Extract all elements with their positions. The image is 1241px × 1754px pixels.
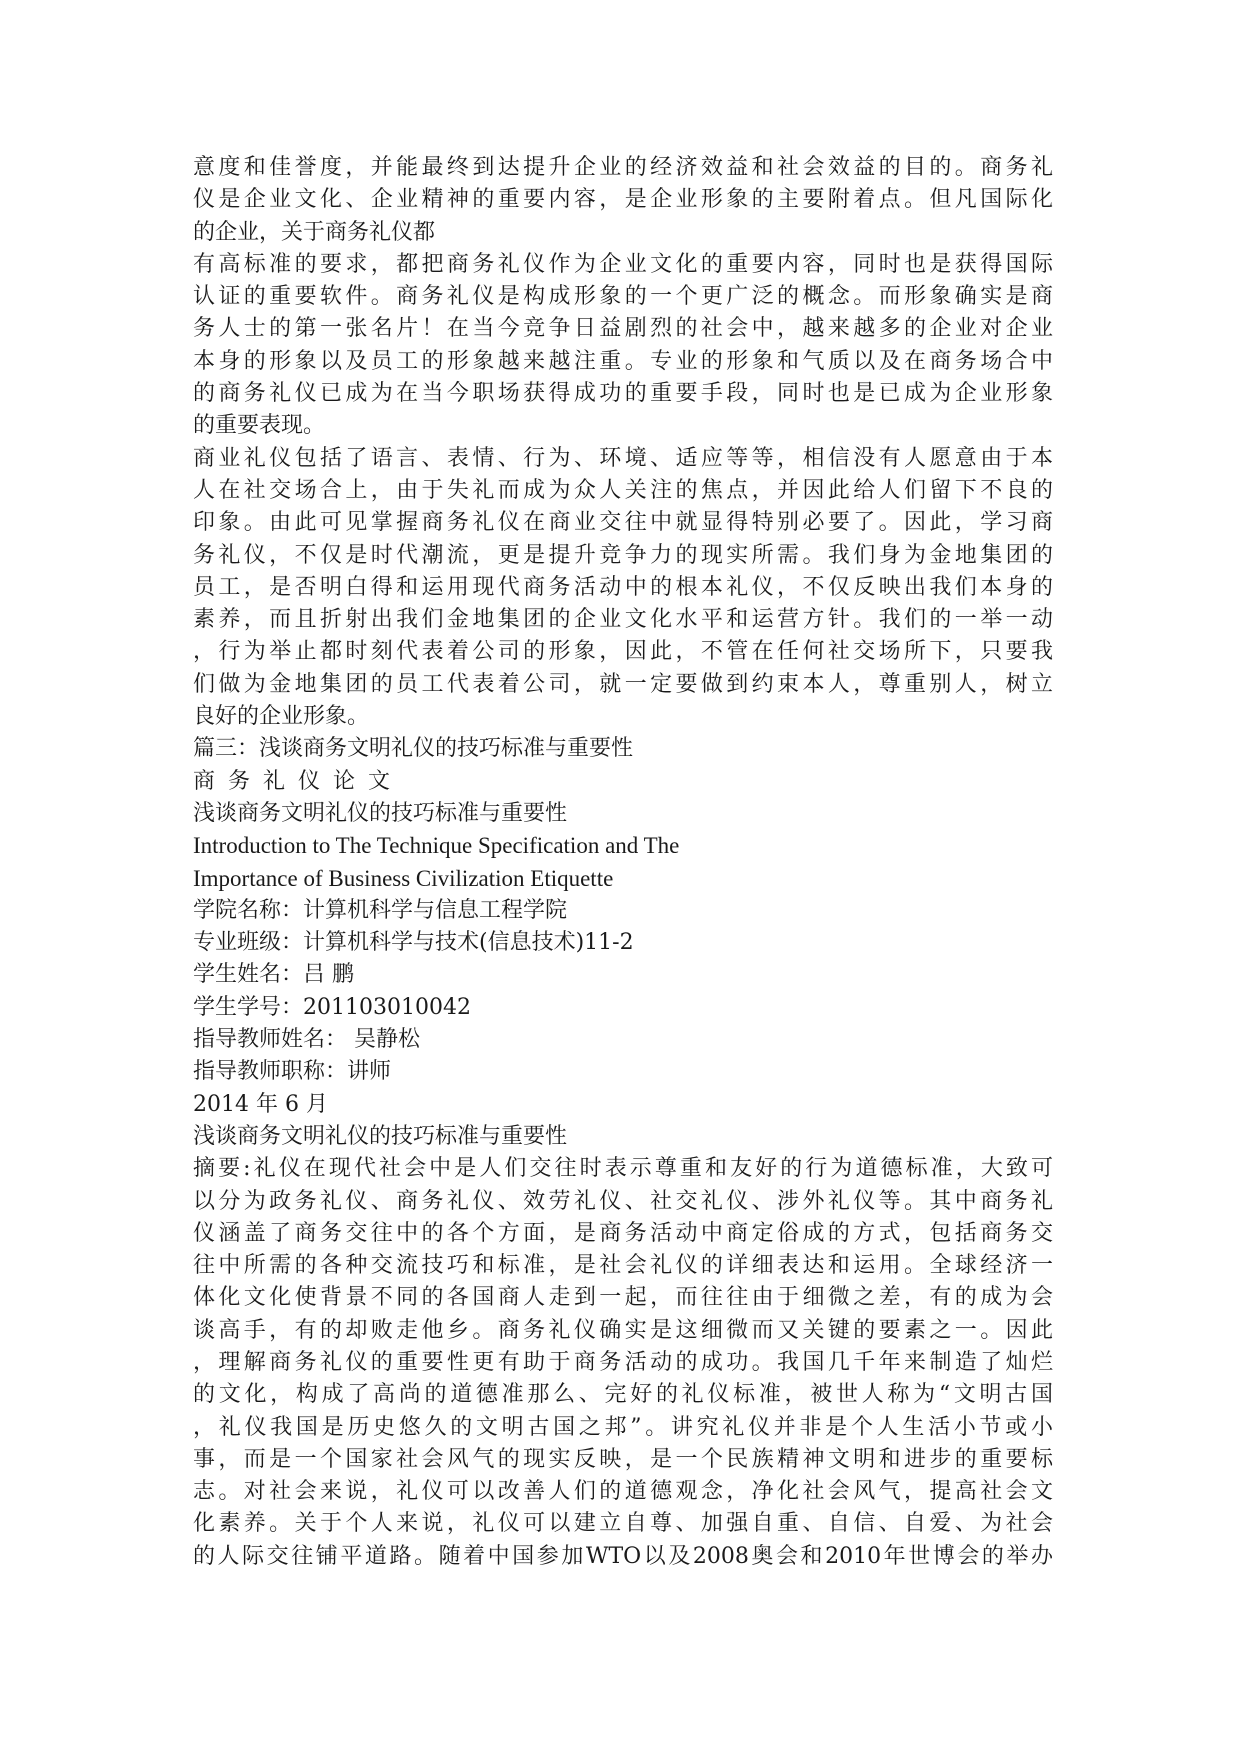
text-line: 意度和佳誉度，并能最终到达提升企业的经济效益和社会效益的目的。商务礼 [193,155,1053,180]
text-line: 务人士的第一张名片！在当今竞争日益剧烈的社会中，越来越多的企业对企业 [193,316,1053,342]
text-line: 2014 年 6 月 [193,1091,328,1117]
text-line: 的商务礼仪已成为在当今职场获得成功的重要手段，同时也是已成为企业形象 [193,381,1053,407]
text-line: 以分为政务礼仪、商务礼仪、效劳礼仪、社交礼仪、涉外礼仪等。其中商务礼 [193,1188,1053,1214]
text-line: 们做为金地集团的员工代表着公司，就一定要做到约束本人，尊重别人，树立 [193,671,1053,697]
text-line: 化素养。关于个人来说，礼仪可以建立自尊、加强自重、自信、自爱、为社会 [193,1511,1053,1537]
text-line: ，理解商务礼仪的重要性更有助于商务活动的成功。我国几千年来制造了灿烂 [193,1349,1053,1375]
text-line: 的企业，关于商务礼仪都 [193,219,436,245]
text-line: 谈高手，有的却败走他乡。商务礼仪确实是这细微而又关键的要素之一。因此 [193,1317,1053,1343]
text-line: 印象。由此可见掌握商务礼仪在商业交往中就显得特别必要了。因此，学习商 [193,510,1053,536]
text-line: 学院名称：计算机科学与信息工程学院 [193,897,568,923]
text-line: 有高标准的要求，都把商务礼仪作为企业文化的重要内容，同时也是获得国际 [193,251,1053,277]
text-line: Introduction to The Technique Specification and The [193,833,680,859]
text-line: 员工，是否明白得和运用现代商务活动中的根本礼仪，不仅反映出我们本身的 [193,574,1053,600]
text-line: 的重要表现。 [193,413,326,439]
text-line: Importance of Business Civilization Etiquette [193,865,614,891]
text-line: 仪是企业文化、企业精神的重要内容，是企业形象的主要附着点。但凡国际化 [193,187,1053,213]
text-line: 事，而是一个国家社会风气的现实反映，是一个民族精神文明和进步的重要标 [193,1446,1053,1472]
text-line: 商务礼仪论文 [193,768,404,794]
text-line: 商业礼仪包括了语言、表情、行为、环境、适应等等，相信没有人愿意由于本 [193,445,1053,471]
text-line: ，礼仪我国是历史悠久的文明古国之邦”。讲究礼仪并非是个人生活小节或小 [193,1414,1053,1440]
text-line: 学生姓名：吕 鹏 [193,962,354,988]
text-line: 浅谈商务文明礼仪的技巧标准与重要性 [193,1123,568,1149]
text-line: 专业班级：计算机科学与技术(信息技术)11-2 [193,930,634,956]
text-line: 的人际交往铺平道路。随着中国参加WTO以及2008奥会和2010年世博会的举办 [193,1543,1053,1569]
text-line: 仪涵盖了商务交往中的各个方面，是商务活动中商定俗成的方式，包括商务交 [193,1220,1053,1246]
text-line: 篇三：浅谈商务文明礼仪的技巧标准与重要性 [193,736,634,762]
text-line: 摘要:礼仪在现代社会中是人们交往时表示尊重和友好的行为道德标准，大致可 [193,1156,1053,1182]
text-line: 体化文化使背景不同的各国商人走到一起，而往往由于细微之差，有的成为会 [193,1285,1053,1311]
text-line: 本身的形象以及员工的形象越来越注重。专业的形象和气质以及在商务场合中 [193,348,1053,374]
text-line: 学生学号：201103010042 [193,994,471,1020]
text-line: 志。对社会来说，礼仪可以改善人们的道德观念，净化社会风气，提高社会文 [193,1479,1053,1505]
text-line: 良好的企业形象。 [193,704,370,730]
text-line: 人在社交场合上，由于失礼而成为众人关注的焦点，并因此给人们留下不良的 [193,477,1053,503]
document-body [193,152,1053,1573]
text-line: 往中所需的各种交流技巧和标准，是社会礼仪的详细表达和运用。全球经济一 [193,1253,1053,1279]
text-line: 认证的重要软件。商务礼仪是构成形象的一个更广泛的概念。而形象确实是商 [193,284,1053,310]
text-line: 浅谈商务文明礼仪的技巧标准与重要性 [193,800,568,826]
text-line: 的文化，构成了高尚的道德准那么、完好的礼仪标准，被世人称为“文明古国 [193,1382,1053,1408]
text-line: ，行为举止都时刻代表着公司的形象，因此，不管在任何社交场所下，只要我 [193,639,1053,665]
text-line: 指导教师姓名： 吴静松 [193,1027,420,1053]
text-line: 指导教师职称：讲师 [193,1059,392,1085]
text-line: 务礼仪，不仅是时代潮流，更是提升竞争力的现实所需。我们身为金地集团的 [193,542,1053,568]
text-line: 素养，而且折射出我们金地集团的企业文化水平和运营方针。我们的一举一动 [193,607,1053,633]
